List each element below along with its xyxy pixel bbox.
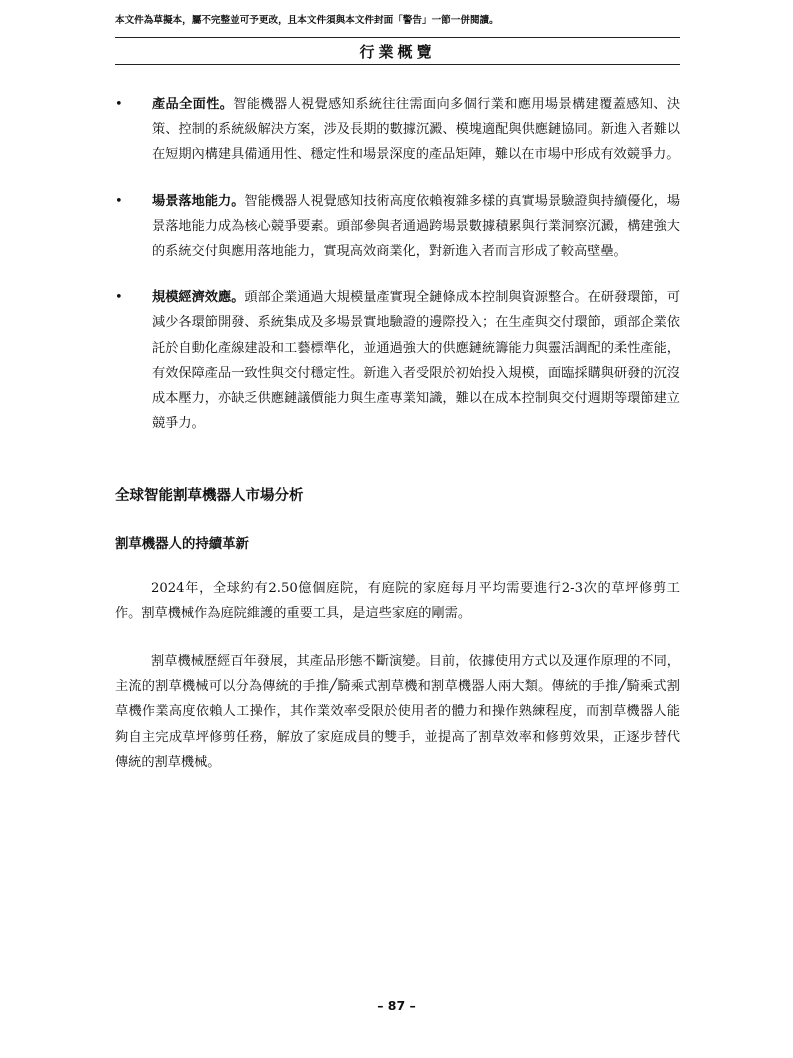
draft-disclaimer: 本文件為草擬本，屬不完整並可予更改，且本文件須與本文件封面「警告」一節一併閱讀。 (115, 15, 499, 26)
bullet-text: 智能機器人視覺感知技術高度依賴複雜多樣的真實場景驗證與持續優化，場景落地能力成為核心競爭要素。頭部參與者通過跨場景數據積累與行業洞察沉澱，構建強大的系統交付與應用落地能力，實現高效商業化，對新進入者而言形成了較高壁壘。 (152, 193, 681, 260)
bullet-term: 規模經濟效應。 (152, 290, 245, 306)
header-rule-top (115, 37, 680, 38)
section-heading: 全球智能割草機器人市場分析 (115, 488, 304, 504)
bullet-dot-icon: • (115, 193, 123, 209)
barrier-bullet-list (115, 92, 680, 457)
body-paragraph: 2024年，全球約有2.50億個庭院，有庭院的家庭每月平均需要進行2-3次的草坪修剪工作。割草機械作為庭院維護的重要工具，是這些家庭的剛需。 (115, 581, 680, 622)
bullet-item-scenario-deployment (115, 189, 680, 265)
bullet-term: 場景落地能力。 (152, 193, 245, 209)
bullet-dot-icon: • (115, 97, 123, 112)
body-paragraph: 割草機械歷經百年發展，其產品形態不斷演變。目前，依據使用方式以及運作原理的不同，主流的割草機械可以分為傳統的手推╱騎乘式割草機和割草機器人兩大類。傳統的手推╱騎乘式割草機作業高度依賴人工操作，其作業效率受限於使用者的體力和操作熟練程度，而割草機器人能夠自主完成草坪修剪任務，解放了家庭成員的雙手，並提高了割草效率和修剪效果，正逐步替代傳統的割草機械。 (115, 654, 680, 770)
bullet-item-economies-of-scale (115, 285, 680, 436)
bullet-term: 產品全面性。 (152, 97, 234, 112)
header-rule-bottom (115, 64, 680, 65)
bullet-text: 頭部企業通過大規模量產實現全鏈條成本控制與資源整合。在研發環節，可減少各環節開發、系統集成及多場景實地驗證的邊際投入；在生產與交付環節，頭部企業依託於自動化產線建設和工藝標準化，並通過強大的供應鏈統籌能力與靈活調配的柔性產能，有效保障產品一致性與交付穩定性。新進入者受限於初始投入規模，面臨採購與研發的沉沒成本壓力，亦缺乏供應鏈議價能力與生產專業知識，難以在成本控制與交付週期等環節建立競爭力。 (152, 290, 681, 432)
bullet-item-product-comprehensiveness (115, 92, 680, 168)
page-number: – 87 – (377, 998, 416, 1013)
subsection-heading: 割草機器人的持續革新 (115, 537, 249, 552)
section-title: 行業概覽 (359, 43, 436, 61)
bullet-text: 智能機器人視覺感知系統往往需面向多個行業和應用場景構建覆蓋感知、決策、控制的系統級解決方案，涉及長期的數據沉澱、模塊適配與供應鏈協同。新進入者難以在短期內構建具備通用性、穩定性和場景深度的產品矩陣，難以在市場中形成有效競爭力。 (152, 97, 681, 163)
bullet-dot-icon: • (115, 290, 123, 306)
